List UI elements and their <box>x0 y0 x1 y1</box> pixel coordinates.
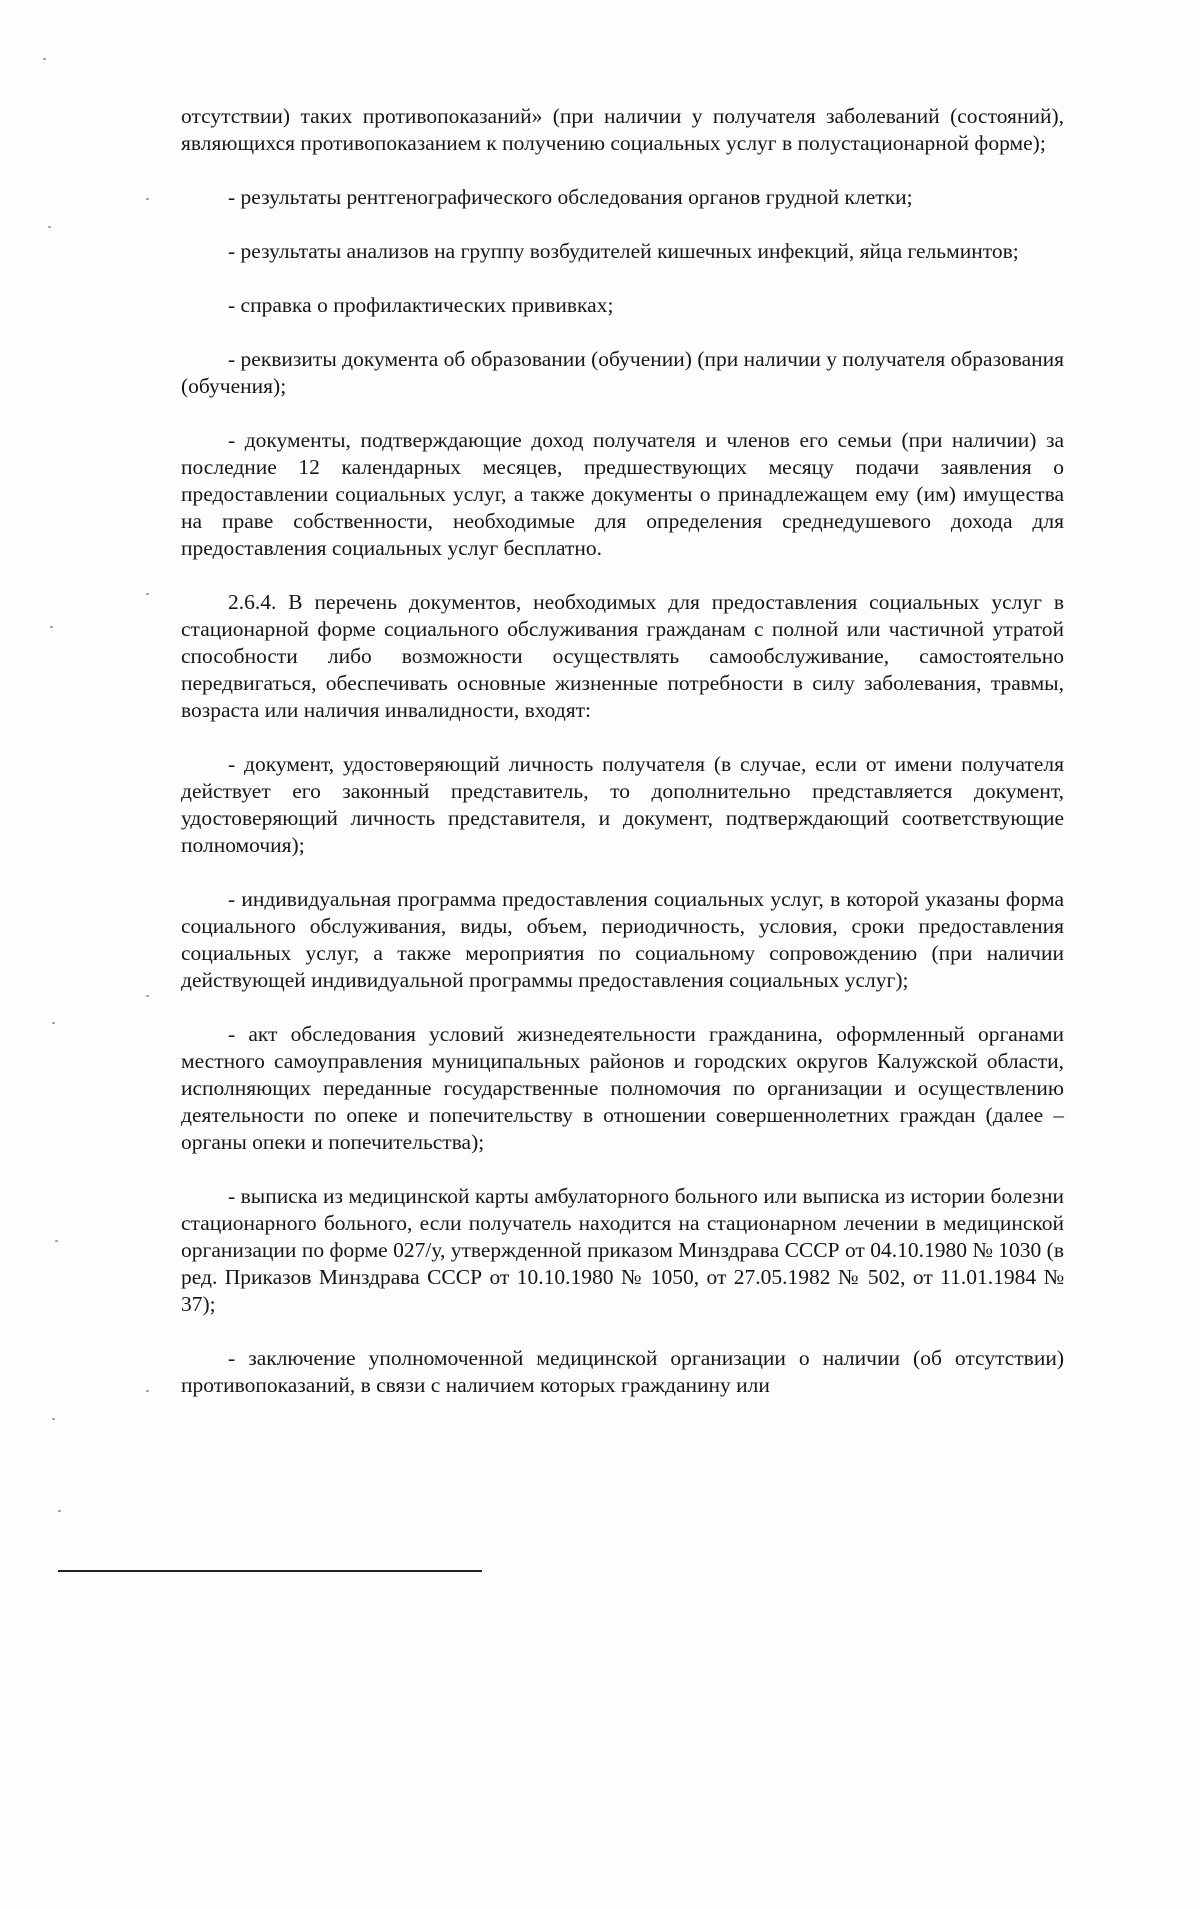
paragraph-vaccination-certificate: - справка о профилактических прививках; <box>228 293 614 317</box>
scan-speck <box>52 1022 55 1024</box>
scan-speck <box>146 1390 149 1392</box>
paragraph-individual-program: - индивидуальная программа предоставления социальных услуг, в которой указаны форма социального обслуживания, виды, объем, периодичность, условия, сроки предоставления социальных услуг, а также мероприятия по социальному сопровождению (при наличии действующей индивидуальной программы предоставления социальных услуг); <box>181 887 1064 992</box>
scan-speck <box>146 198 149 200</box>
paragraph-living-conditions-act: - акт обследования условий жизнедеятельности гражданина, оформленный органами местного самоуправления муниципальных районов и городских округов Калужской области, исполняющих переданные государственные полномочия по организации и осуществлению деятельности по опеке и попечительству в отношении совершеннолетних граждан (далее – органы опеки и попечительства); <box>181 1022 1064 1154</box>
scan-speck <box>48 226 51 228</box>
paragraph-medical-conclusion: - заключение уполномоченной медицинской организации о наличии (об отсутствии) противопоказаний, в связи с наличием которых гражданину или <box>181 1346 1064 1397</box>
footnote-divider <box>58 1570 482 1572</box>
scan-speck <box>146 593 149 595</box>
scan-speck <box>58 1510 61 1512</box>
paragraph-contraindications-continued: отсутствии) таких противопоказаний» (при наличии у получателя заболеваний (состояний), являющихся противопоказанием к получению социальных услуг в полустационарной форме); <box>181 104 1064 155</box>
paragraph-intestinal-tests: - результаты анализов на группу возбудителей кишечных инфекций, яйца гельминтов; <box>228 239 1019 263</box>
paragraph-education-document: - реквизиты документа об образовании (обучении) (при наличии у получателя образования (обучения); <box>181 347 1065 398</box>
document-body <box>181 103 1064 1426</box>
scan-speck <box>55 1240 58 1242</box>
paragraph-income-documents: - документы, подтверждающие доход получателя и членов его семьи (при наличии) за последние 12 календарных месяцев, предшествующих месяцу подачи заявления о предоставлении социальных услуг, а также документы о принадлежащем ему (им) имущества на праве собственности, необходимые для определения среднедушевого дохода для предоставления социальных услуг бесплатно. <box>181 428 1064 560</box>
paragraph-medical-extract: - выписка из медицинской карты амбулаторного больного или выписка из истории болезни стационарного больного, если получатель находится на стационарном лечении в медицинской организации по форме 027/у, утвержденной приказом Минздрава СССР от 04.10.1980 № 1030 (в ред. Приказов Минздрава СССР от 10.10.1980 № 1050, от 27.05.1982 № 502, от 11.01.1984 № 37); <box>181 1184 1064 1316</box>
scan-speck <box>52 1418 55 1420</box>
scan-speck <box>146 995 149 997</box>
scan-speck <box>50 626 53 628</box>
paragraph-xray-results: - результаты рентгенографического обследования органов грудной клетки; <box>228 185 913 209</box>
paragraph-section-2-6-4: 2.6.4. В перечень документов, необходимых для предоставления социальных услуг в стационарной форме социального обслуживания гражданам с полной или частичной утратой способности либо возможности осуществлять самообслуживание, самостоятельно передвигаться, обеспечивать основные жизненные потребности в силу заболевания, травмы, возраста или наличия инвалидности, входят: <box>181 590 1064 722</box>
paragraph-identity-document: - документ, удостоверяющий личность получателя (в случае, если от имени получателя действует его законный представитель, то дополнительно представляется документ, удостоверяющий личность представителя, и документ, подтверждающий соответствующие полномочия); <box>181 752 1064 857</box>
scan-speck <box>43 58 46 60</box>
